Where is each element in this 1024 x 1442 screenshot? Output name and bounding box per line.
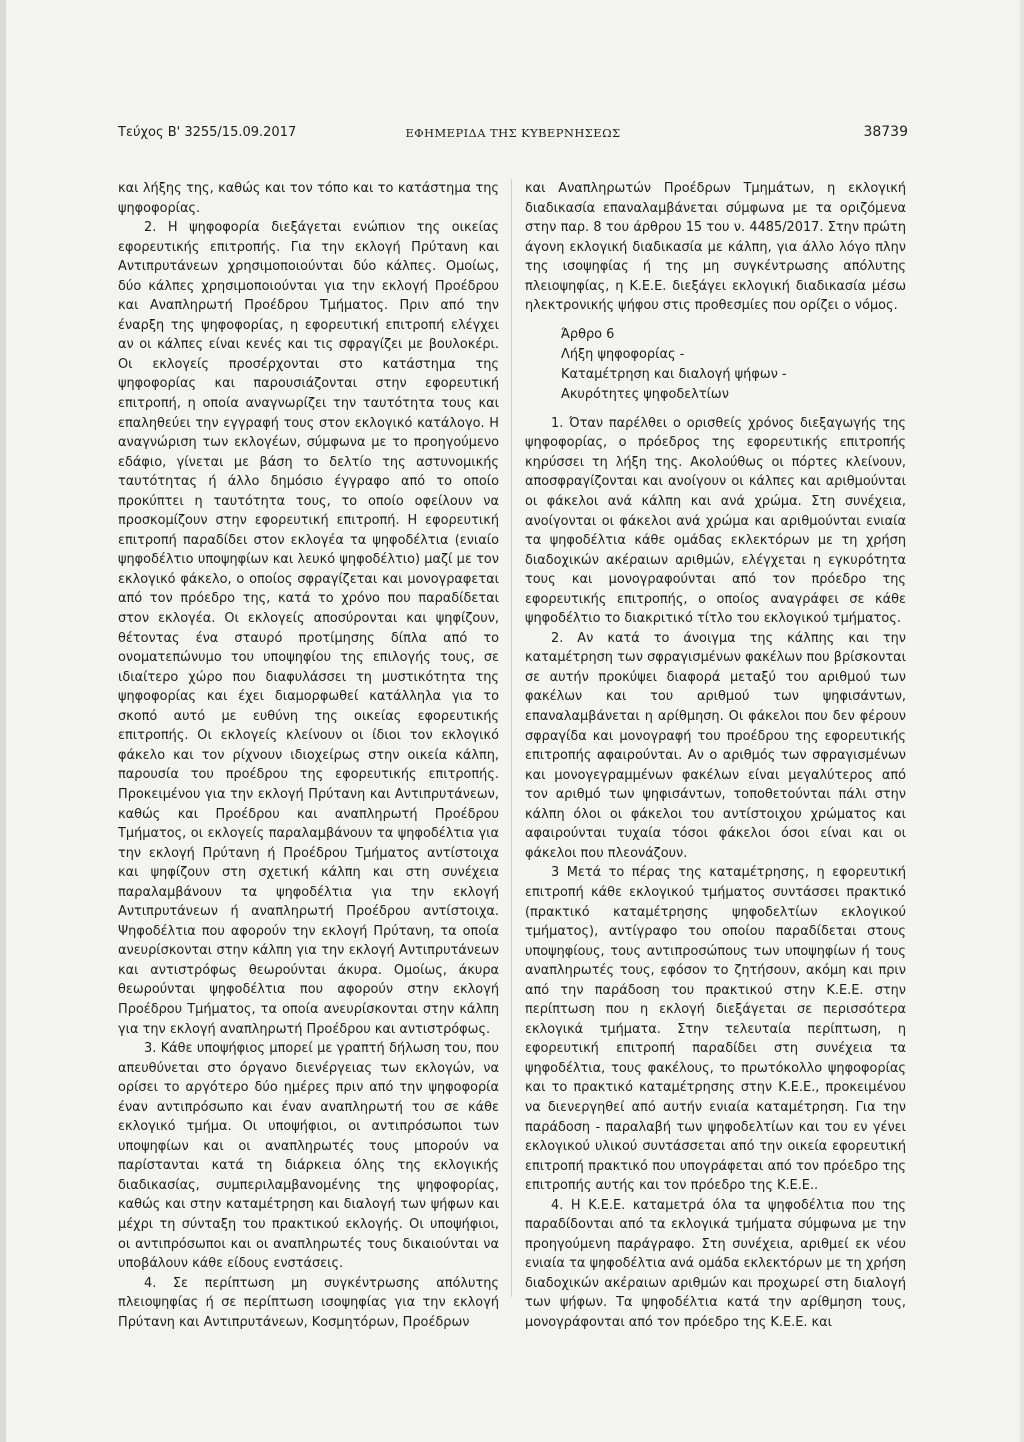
paragraph-3: 3. Κάθε υποψήφιος μπορεί με γραπτή δήλωση του, που απευθύνεται στο όργανο διενέργειας των εκλογών, να ορίσει το αργότερο δύο ημέρες πριν από την ψηφοφορία έναν αντιπρόσωπο και έναν αναπληρωτή του σε κάθε εκλογικό τμήμα. Οι υποψήφιοι, οι αντιπρόσωποι των υποψηφίων και οι αναπληρωτές τους μπορούν να παρίστανται κατά τη διάρκεια όλης της εκλογικής διαδικασίας, συμπεριλαμβανομένης της ψηφοφορίας, καθώς και στην καταμέτρηση και διαλογή των ψήφων και μέχρι τη σύνταξη του πρακτικού εκλογής. Οι υποψήφιοι, οι αντιπρόσωποι και οι αναπληρωτές τους δικαιούνται να υποβάλουν κάθε είδους ενστάσεις.	[118, 1041, 499, 1272]
paragraph-4: 4. Σε περίπτωση μη συγκέντρωσης απόλυτης πλειοψηφίας ή σε περίπτωση ισοψηφίας για την εκλογή Πρύτανη και Αντιπρυτάνεων, Κοσμητόρων, Προέδρων	[118, 1275, 499, 1330]
article-heading	[525, 325, 906, 405]
scan-page-edge-right	[1020, 0, 1024, 1442]
article-paragraph-1: 1. Όταν παρέλθει ο ορισθείς χρόνος διεξαγωγής της ψηφοφορίας, ο πρόεδρος της εφορευτικής επιτροπής κηρύσσει τη λήξη της. Ακολούθως οι πόρτες κλείνουν, αποσφραγίζονται και ανοίγουν οι κάλπες και αριθμούνται οι φάκελοι ανά κάλπη και ανά χρώμα. Στη συνέχεια, ανοίγονται οι φάκελοι ανά χρώμα και αριθμούνται ενιαία τα ψηφοδέλτια κάθε ομάδας εκλεκτόρων με τη χρήση διαδοχικών ακέραιων αριθμών, ελέγχεται η εγκυρότητα τους και μονογραφούνται από τον πρόεδρο της εφορευτικής επιτροπής, ο οποίος αναγράφει σε κάθε ψηφοδέλτιο το διακριτικό τίτλο του εκλογικού τμήματος.	[525, 415, 906, 627]
article-title-line: Λήξη ψηφοφορίας -	[561, 346, 685, 362]
paragraph-continuation: και λήξης της, καθώς και τον τόπο και το κατάστημα της ψηφοφορίας.	[118, 181, 499, 216]
article-paragraph-3: 3 Μετά το πέρας της καταμέτρησης, η εφορευτική επιτροπή κάθε εκλογικού τμήματος συντάσσει πρακτικό (πρακτικό καταμέτρησης ψηφοδελτίων εκλογικού τμήματος), αντίγραφο του οποίου παραδίδεται στους υποψηφίους, τους αντιπροσώπους των υποψηφίων ή τους αναπληρωτές τους, εφόσον το ζητήσουν, ακόμη και πριν από την παράδοση του πρακτικού στην Κ.Ε.Ε. στην περίπτωση που η εκλογή διεξάγεται σε περισσότερα εκλογικά τμήματα. Στην τελευταία περίπτωση, η εφορευτική επιτροπή παραδίδει στη συνέχεια τα ψηφοδέλτια, τους φακέλους, το πρωτόκολλο ψηφοφορίας και το πρακτικό καταμέτρησης στην Κ.Ε.Ε., προκειμένου να διενεργηθεί από αυτήν ενιαία καταμέτρηση. Για την παράδοση - παραλαβή των ψηφοδελτίων και του εν γένει εκλογικού υλικού συντάσσεται από την οικεία εφορευτική επιτροπή πρακτικό που υπογράφεται από τον πρόεδρο της επιτροπής αυτής και τον πρόεδρο της Κ.Ε.Ε..	[525, 865, 906, 1194]
page-number: 38739	[863, 124, 908, 140]
article-title-line: Ακυρότητες ψηφοδελτίων	[561, 386, 729, 402]
paragraph-continuation: και Αναπληρωτών Προέδρων Τμημάτων, η εκλογική διαδικασία επαναλαμβάνεται σύμφωνα με τα οριζόμενα στην παρ. 8 του άρθρου 15 του ν. 4485/2017. Στην πρώτη άγονη εκλογική διαδικασία με κάλπη, για άλλο λόγο πλην της ισοψηφίας ή της μη συγκέντρωσης απόλυτης πλειοψηφίας, η Κ.Ε.Ε. διεξάγει εκλογική διαδικασία μέσω ηλεκτρονικής ψήφου στις προθεσμίες που ορίζει ο νόμος.	[525, 181, 906, 314]
right-column	[525, 179, 906, 1333]
page-header	[118, 125, 908, 145]
article-number: Άρθρο 6	[561, 326, 615, 342]
gazette-title: ΕΦΗΜΕΡΙΔΑ ΤΗΣ ΚΥΒΕΡΝΗΣΕΩΣ	[405, 126, 621, 140]
scan-page-edge	[0, 0, 6, 1442]
issue-label: Τεύχος Β' 3255/15.09.2017	[118, 125, 297, 140]
paragraph-2: 2. Η ψηφοφορία διεξάγεται ενώπιον της οικείας εφορευτικής επιτροπής. Για την εκλογή Πρύτανη και Αντιπρυτάνεων χρησιμοποιούνται δύο κάλπες. Ομοίως, δύο κάλπες χρησιμοποιούνται για την εκλογή Προέδρου και Αναπληρωτή Προέδρου Τμήματος. Πριν από την έναρξη της ψηφοφορίας, η εφορευτική επιτροπή ελέγχει αν οι κάλπες είναι κενές και τις σφραγίζει με βουλοκέρι. Οι εκλογείς προσέρχονται στο κατάστημα της ψηφοφορίας και παρουσιάζονται στην εφορευτική επιτροπή, η οποία αναγνωρίζει την ταυτότητα τους και επαληθεύει την εγγραφή τους στον εκλογικό κατάλογο. Η αναγνώριση των εκλογέων, σύμφωνα με το προηγούμενο εδάφιο, γίνεται με βάση το δελτίο της αστυνομικής ταυτότητας ή άλλο δημόσιο έγγραφο από το οποίο προκύπτει η ταυτότητα τους, το οποίο οφείλουν να προσκομίζουν στην εφορευτική επιτροπή. Η εφορευτική επιτροπή παραδίδει στον εκλογέα τα ψηφοδέλτια (ενιαίο ψηφοδέλτιο υποψηφίων και λευκό ψηφοδέλτιο) μαζί με τον εκλογικό φάκελο, ο οποίος σφραγίζεται και μονογραφεται από τον πρόεδρο της, κατά το χρόνο που παραδίδεται στον εκλογέα. Οι εκλογείς αποσύρονται και ψηφίζουν, θέτοντας ένα σταυρό προτίμησης δίπλα από το ονοματεπώνυμο του υποψηφίου της επιλογής τους, σε ιδιαίτερο χώρο που διαφυλάσσει τη μυστικότητα της ψηφοφορίας και έχει διαμορφωθεί κατάλληλα για το σκοπό αυτό με ευθύνη της οικείας εφορευτικής επιτροπής. Οι εκλογείς κλείνουν οι ίδιοι τον εκλογικό φάκελο και τον ρίχνουν ιδιοχείρως στην οικεία κάλπη, παρουσία του προέδρου της εφορευτικής επιτροπής. Προκειμένου για την εκλογή Πρύτανη και Αντιπρυτάνεων, καθώς και Προέδρου και αναπληρωτή Προέδρου Τμήματος, οι εκλογείς παραλαμβάνουν τα ψηφοδέλτια για την εκλογή Πρύτανη ή Προέδρου Τμήματος αντίστοιχα και ψηφίζουν στη σχετική κάλπη και στη συνέχεια παραλαμβάνουν τα ψηφοδέλτια για την εκλογή Αντιπρυτάνεων ή αναπληρωτή Προέδρου αντίστοιχα. Ψηφοδέλτια που αφορούν την εκλογή Πρύτανη, τα οποία ανευρίσκονται στην κάλπη για την εκλογή Αντιπρυτάνεων και αντιστρόφως θεωρούνται άκυρα. Ομοίως, άκυρα θεωρούνται ψηφοδέλτια που αφορούν στην εκλογή Προέδρου Τμήματος, τα οποία ανευρίσκονται στην κάλπη για την εκλογή αναπληρωτή Προέδρου και αντιστρόφως.	[118, 220, 499, 1037]
column-divider	[511, 179, 512, 1297]
left-column	[118, 179, 499, 1332]
article-paragraph-4: 4. Η Κ.Ε.Ε. καταμετρά όλα τα ψηφοδέλτια που της παραδίδονται από τα εκλογικά τμήματα σύμφωνα με την προηγούμενη παράγραφο. Στη συνέχεια, αριθμεί εκ νέου ενιαία τα ψηφοδέλτια ανά ομάδα εκλεκτόρων με τη χρήση διαδοχικών ακέραιων αριθμών και προχωρεί στη διαλογή των ψήφων. Τα ψηφοδέλτια κατά την αρίθμηση τους, μονογράφονται από τον πρόεδρο της Κ.Ε.Ε. και	[525, 1197, 906, 1330]
article-title-line: Καταμέτρηση και διαλογή ψήφων -	[561, 366, 787, 382]
article-paragraph-2: 2. Αν κατά το άνοιγμα της κάλπης και την καταμέτρηση των σφραγισμένων φακέλων που βρίσκονται σε αυτήν προκύψει διαφορά μεταξύ του αριθμού των φακέλων και του αριθμού των ψηφισάντων, επαναλαμβάνεται η αρίθμηση. Οι φάκελοι που δεν φέρουν σφραγίδα και μονογραφή του προέδρου της εφορευτικής επιτροπής αφαιρούνται. Αν ο αριθμός των σφραγισμένων και μονογεγραμμένων φακέλων είναι μεγαλύτερος από τον αριθμό των ψηφισάντων, τοποθετούνται πάλι στην κάλπη όλοι οι φάκελοι του αντίστοιχου χρώματος και αφαιρούνται τυχαία τόσοι φάκελοι όσοι είναι και οι φάκελοι που πλεονάζουν.	[525, 630, 906, 861]
